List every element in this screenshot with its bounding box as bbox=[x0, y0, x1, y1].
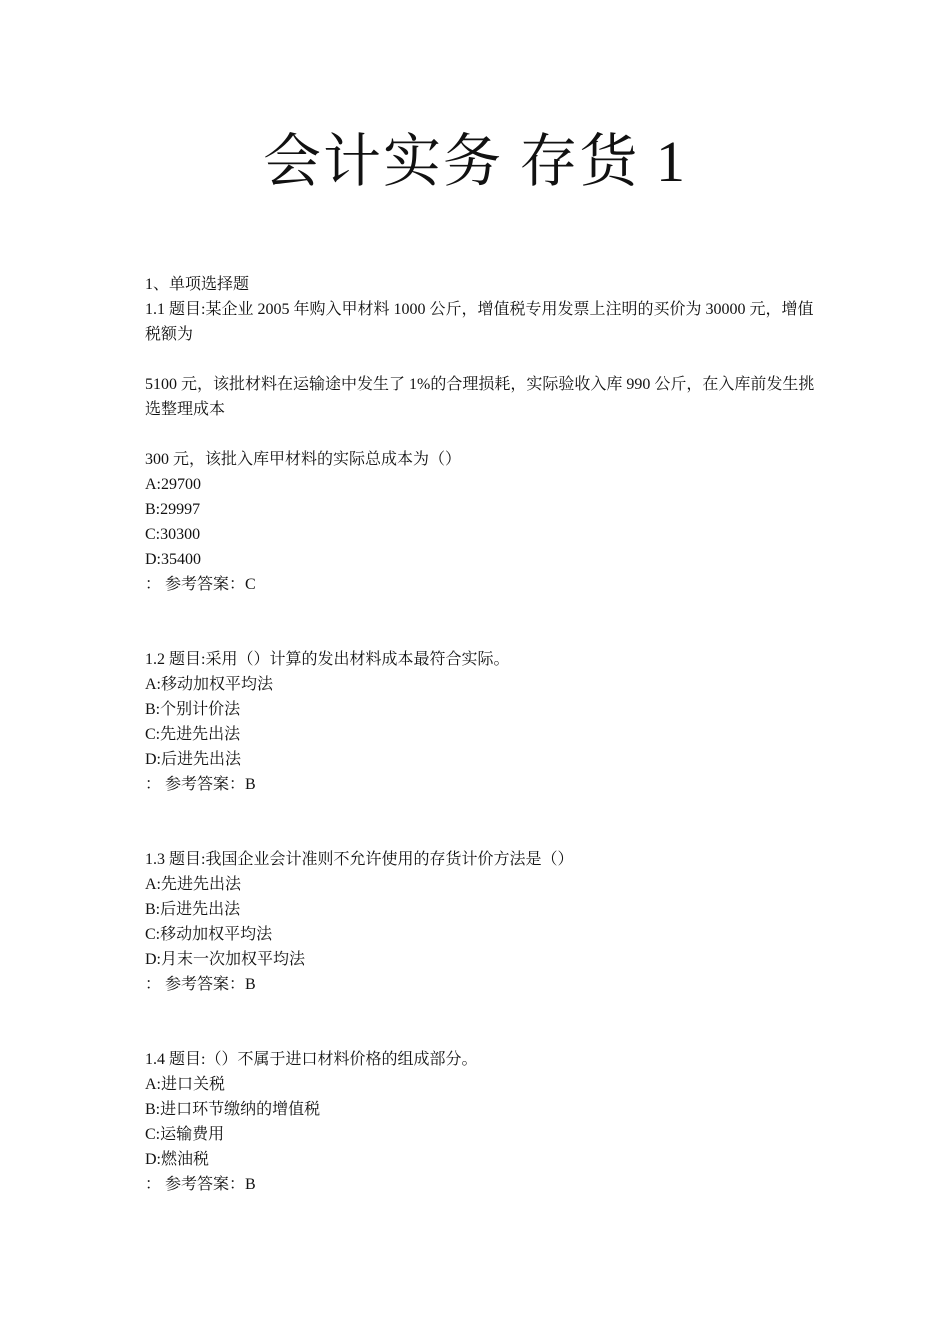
answer-text: 参考答案：B bbox=[165, 776, 256, 793]
answer-prefix: ： bbox=[145, 976, 162, 993]
option-c: C:先进先出法 bbox=[145, 726, 241, 743]
answer-line bbox=[145, 972, 815, 997]
option-d: D:35400 bbox=[145, 551, 201, 568]
answer-line bbox=[145, 772, 815, 797]
answer-text: 参考答案：B bbox=[165, 1176, 256, 1193]
question-stem: 1.4 题目:（）不属于进口材料价格的组成部分。 bbox=[145, 1051, 478, 1068]
answer-text: 参考答案：C bbox=[165, 576, 256, 593]
option-a: A:先进先出法 bbox=[145, 876, 242, 893]
option-d: D:后进先出法 bbox=[145, 751, 242, 768]
option-b: B:后进先出法 bbox=[145, 901, 241, 918]
page-title: 会计实务 存货 1 bbox=[262, 129, 687, 194]
option-d: D:燃油税 bbox=[145, 1151, 210, 1168]
question-1-4 bbox=[145, 1047, 815, 1197]
answer-line bbox=[145, 572, 815, 597]
answer-text: 参考答案：B bbox=[165, 976, 256, 993]
option-a: A:进口关税 bbox=[145, 1076, 226, 1093]
option-c: C:30300 bbox=[145, 526, 201, 543]
question-1-3 bbox=[145, 847, 815, 997]
question-stem: 5100 元，该批材料在运输途中发生了 1%的合理损耗，实际验收入库 990 公斤，在入库前发生挑选整理成本 bbox=[145, 376, 815, 418]
option-c: C:运输费用 bbox=[145, 1126, 225, 1143]
option-b: B:个别计价法 bbox=[145, 701, 241, 718]
question-stem: 1.2 题目:采用（）计算的发出材料成本最符合实际。 bbox=[145, 651, 510, 668]
question-stem: 300 元，该批入库甲材料的实际总成本为（） bbox=[145, 451, 462, 468]
option-d: D:月末一次加权平均法 bbox=[145, 951, 306, 968]
question-stem: 1.3 题目:我国企业会计准则不允许使用的存货计价方法是（） bbox=[145, 851, 574, 868]
answer-prefix: ： bbox=[145, 576, 162, 593]
option-a: A:移动加权平均法 bbox=[145, 676, 274, 693]
answer-prefix: ： bbox=[145, 1176, 162, 1193]
document-body bbox=[145, 272, 815, 1197]
option-b: B:进口环节缴纳的增值税 bbox=[145, 1101, 321, 1118]
question-1-2 bbox=[145, 647, 815, 797]
answer-prefix: ： bbox=[145, 776, 162, 793]
option-c: C:移动加权平均法 bbox=[145, 926, 273, 943]
option-a: A:29700 bbox=[145, 476, 201, 493]
answer-line bbox=[145, 1172, 815, 1197]
option-b: B:29997 bbox=[145, 501, 201, 518]
question-stem: 1.1 题目:某企业 2005 年购入甲材料 1000 公斤，增值税专用发票上注明的买价为 30000 元，增值税额为 bbox=[145, 301, 814, 343]
section-heading: 1、单项选择题 bbox=[145, 276, 250, 293]
question-1-1 bbox=[145, 297, 815, 597]
